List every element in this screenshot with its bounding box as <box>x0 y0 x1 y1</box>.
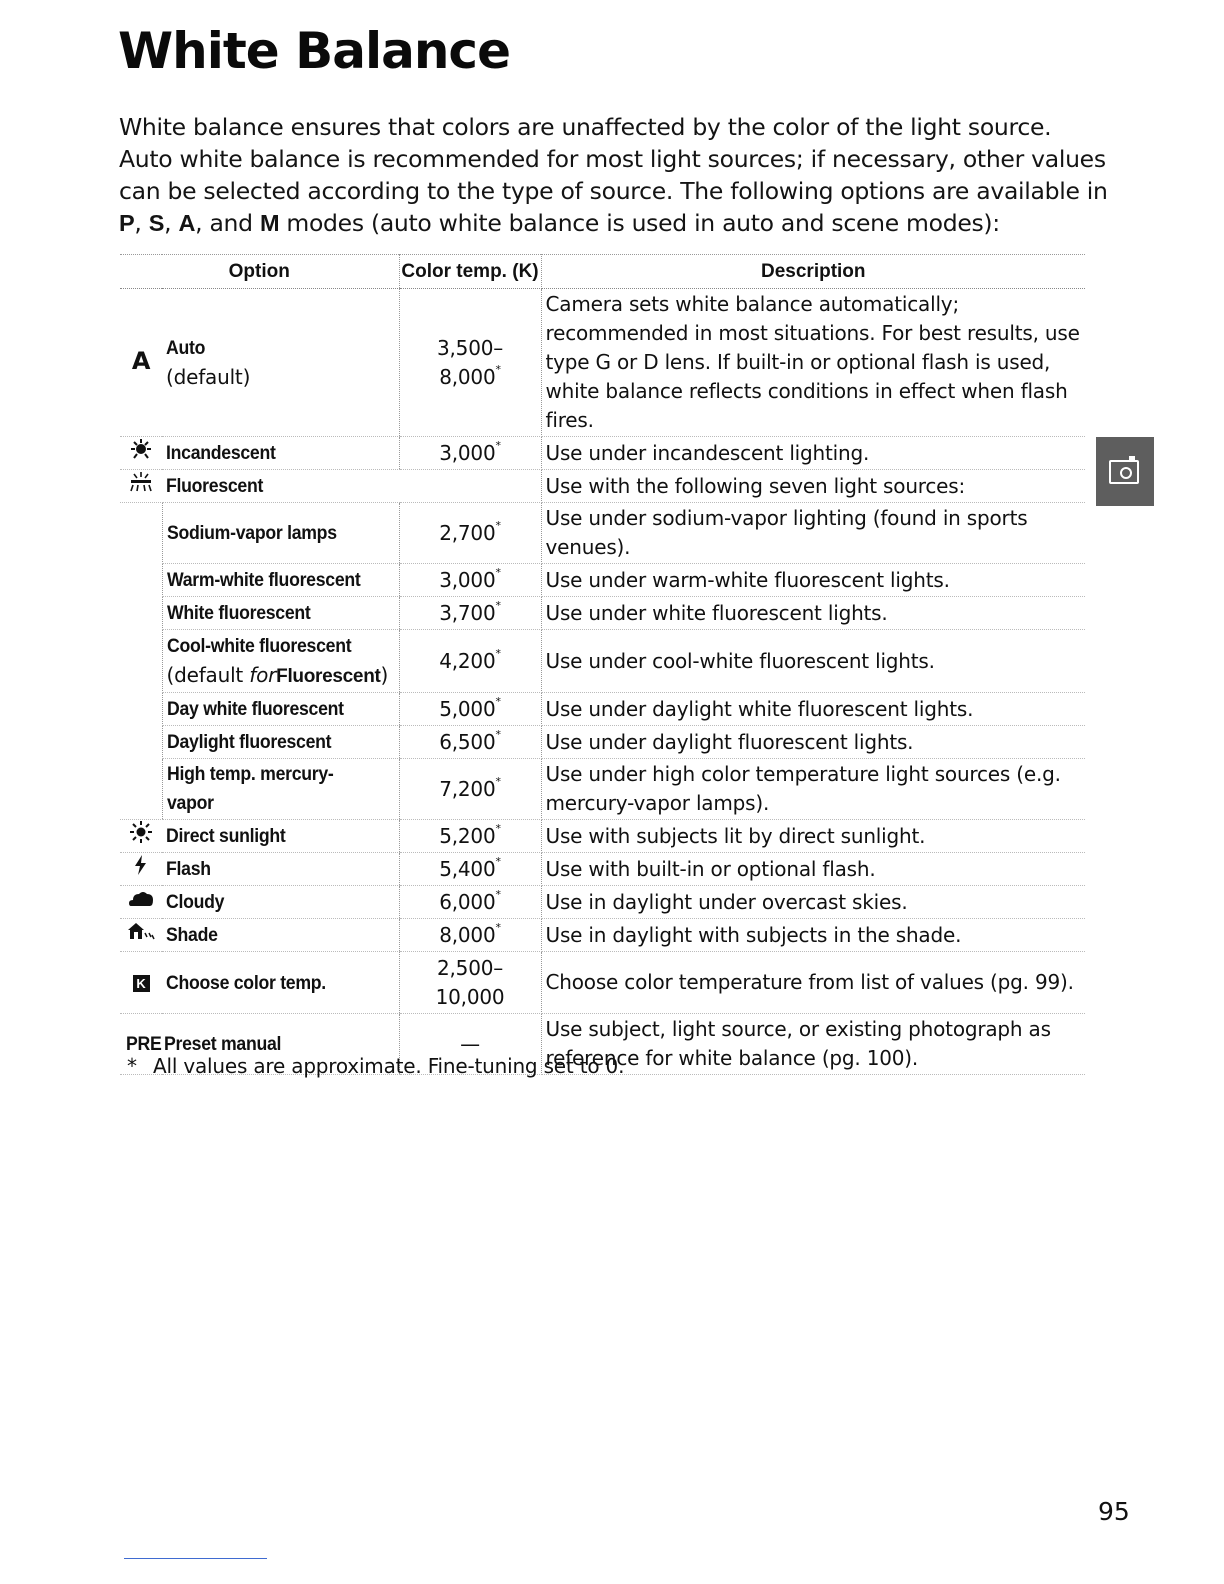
white-balance-table <box>120 254 1085 1075</box>
table-row <box>120 289 1085 437</box>
kelvin-icon: K <box>120 952 162 1014</box>
description-cell: Use under daylight white fluorescent lights. <box>541 693 1085 726</box>
option-cell: Day white fluorescent <box>162 693 399 726</box>
temp-cell: 4,200* <box>399 630 541 693</box>
table-row <box>120 952 1085 1014</box>
option-cell: Shade <box>162 919 399 952</box>
description-cell: Use with the following seven light sources: <box>541 470 1085 503</box>
temp-cell: 3,000* <box>399 564 541 597</box>
temp-cell: 6,500* <box>399 726 541 759</box>
shooting-menu-tab <box>1096 437 1154 506</box>
description-cell: Use under incandescent lighting. <box>541 437 1085 470</box>
table-row <box>120 886 1085 919</box>
cloud-icon <box>120 886 162 919</box>
temp-cell: 5,200* <box>399 820 541 853</box>
flash-icon <box>120 853 162 886</box>
table-row <box>120 564 1085 597</box>
temp-cell: — <box>399 1014 541 1075</box>
footnote: * All values are approximate. Fine-tuning set to 0. <box>127 1054 625 1078</box>
table-row <box>120 693 1085 726</box>
option-label: Auto <box>166 338 206 359</box>
description-cell: Use under cool-white fluorescent lights. <box>541 630 1085 693</box>
option-cell: PRE Preset manual <box>120 1014 399 1075</box>
table-header-row <box>120 255 1085 289</box>
option-cell: Flash <box>162 853 399 886</box>
table-row <box>120 630 1085 693</box>
table-row <box>120 503 1085 564</box>
incandescent-icon <box>120 437 162 470</box>
temp-cell: 5,400* <box>399 853 541 886</box>
temp-cell: 3,500– 8,000* <box>399 289 541 437</box>
table-row <box>120 470 1085 503</box>
description-cell: Camera sets white balance automatically; recommended in most situations. For best results, use type G or D lens. If built-in or optional flash is used, white balance reflects conditions in effect when flash fires. <box>541 289 1085 437</box>
option-cell: Cool-white fluorescent (default forFluorescent) <box>162 630 399 693</box>
indent-cell <box>120 503 162 564</box>
option-cell: White fluorescent <box>162 597 399 630</box>
description-cell: Choose color temperature from list of values (pg. 99). <box>541 952 1085 1014</box>
temp-cell: 5,000* <box>399 693 541 726</box>
option-cell: Fluorescent <box>162 470 399 503</box>
table-row <box>120 759 1085 820</box>
intro-paragraph: White balance ensures that colors are unaffected by the color of the light source. Auto white balance is recommended for most light sources; if necessary, other values can be selected according to the type of source. The following options are available in P, S, A, and M modes (auto white balance is used in auto and scene modes): <box>119 113 1108 237</box>
option-cell: Warm-white fluorescent <box>162 564 399 597</box>
indent-cell <box>120 597 162 630</box>
description-cell: Use in daylight with subjects in the shade. <box>541 919 1085 952</box>
option-cell: Choose color temp. <box>162 952 399 1014</box>
option-cell: Cloudy <box>162 886 399 919</box>
table-row <box>120 437 1085 470</box>
description-cell: Use with subjects lit by direct sunlight. <box>541 820 1085 853</box>
option-cell <box>162 289 399 437</box>
table-row <box>120 597 1085 630</box>
shade-icon <box>120 919 162 952</box>
temp-cell: 2,500– 10,000 <box>399 952 541 1014</box>
option-cell: Sodium-vapor lamps <box>162 503 399 564</box>
indent-cell <box>120 564 162 597</box>
description-cell: Use under high color temperature light sources (e.g. mercury-vapor lamps). <box>541 759 1085 820</box>
temp-cell: 3,700* <box>399 597 541 630</box>
auto-icon: A <box>120 289 162 437</box>
page-number: 95 <box>1098 1497 1130 1526</box>
option-cell: Incandescent <box>162 437 399 470</box>
description-cell: Use in daylight under overcast skies. <box>541 886 1085 919</box>
table-row <box>120 919 1085 952</box>
camera-icon <box>1109 460 1139 484</box>
temp-cell: 3,000* <box>399 437 541 470</box>
option-cell: High temp. mercury-vapor <box>162 759 399 820</box>
option-cell: Direct sunlight <box>162 820 399 853</box>
indent-cell <box>120 759 162 820</box>
temp-cell: 2,700* <box>399 503 541 564</box>
indent-cell <box>120 630 162 693</box>
sun-icon <box>120 820 162 853</box>
header-color-temp: Color temp. (K) <box>399 255 541 289</box>
bottom-rule <box>124 1558 267 1559</box>
table-row <box>120 820 1085 853</box>
description-cell: Use under white fluorescent lights. <box>541 597 1085 630</box>
table-row <box>120 726 1085 759</box>
description-cell: Use under sodium-vapor lighting (found in sports venues). <box>541 503 1085 564</box>
header-description: Description <box>541 255 1085 289</box>
temp-cell: 8,000* <box>399 919 541 952</box>
header-option: Option <box>120 255 399 289</box>
fluorescent-icon <box>120 470 162 503</box>
temp-cell: 7,200* <box>399 759 541 820</box>
table-row <box>120 853 1085 886</box>
indent-cell <box>120 693 162 726</box>
indent-cell <box>120 726 162 759</box>
page-title: White Balance <box>118 22 510 80</box>
temp-cell: 6,000* <box>399 886 541 919</box>
description-cell: Use with built-in or optional flash. <box>541 853 1085 886</box>
description-cell: Use under warm-white fluorescent lights. <box>541 564 1085 597</box>
option-note: (default) <box>166 365 251 389</box>
preset-prefix: PRE <box>126 1034 162 1055</box>
temp-cell <box>399 470 541 503</box>
description-cell: Use subject, light source, or existing photograph as reference for white balance (pg. 100). <box>541 1014 1085 1075</box>
option-cell: Daylight fluorescent <box>162 726 399 759</box>
description-cell: Use under daylight fluorescent lights. <box>541 726 1085 759</box>
